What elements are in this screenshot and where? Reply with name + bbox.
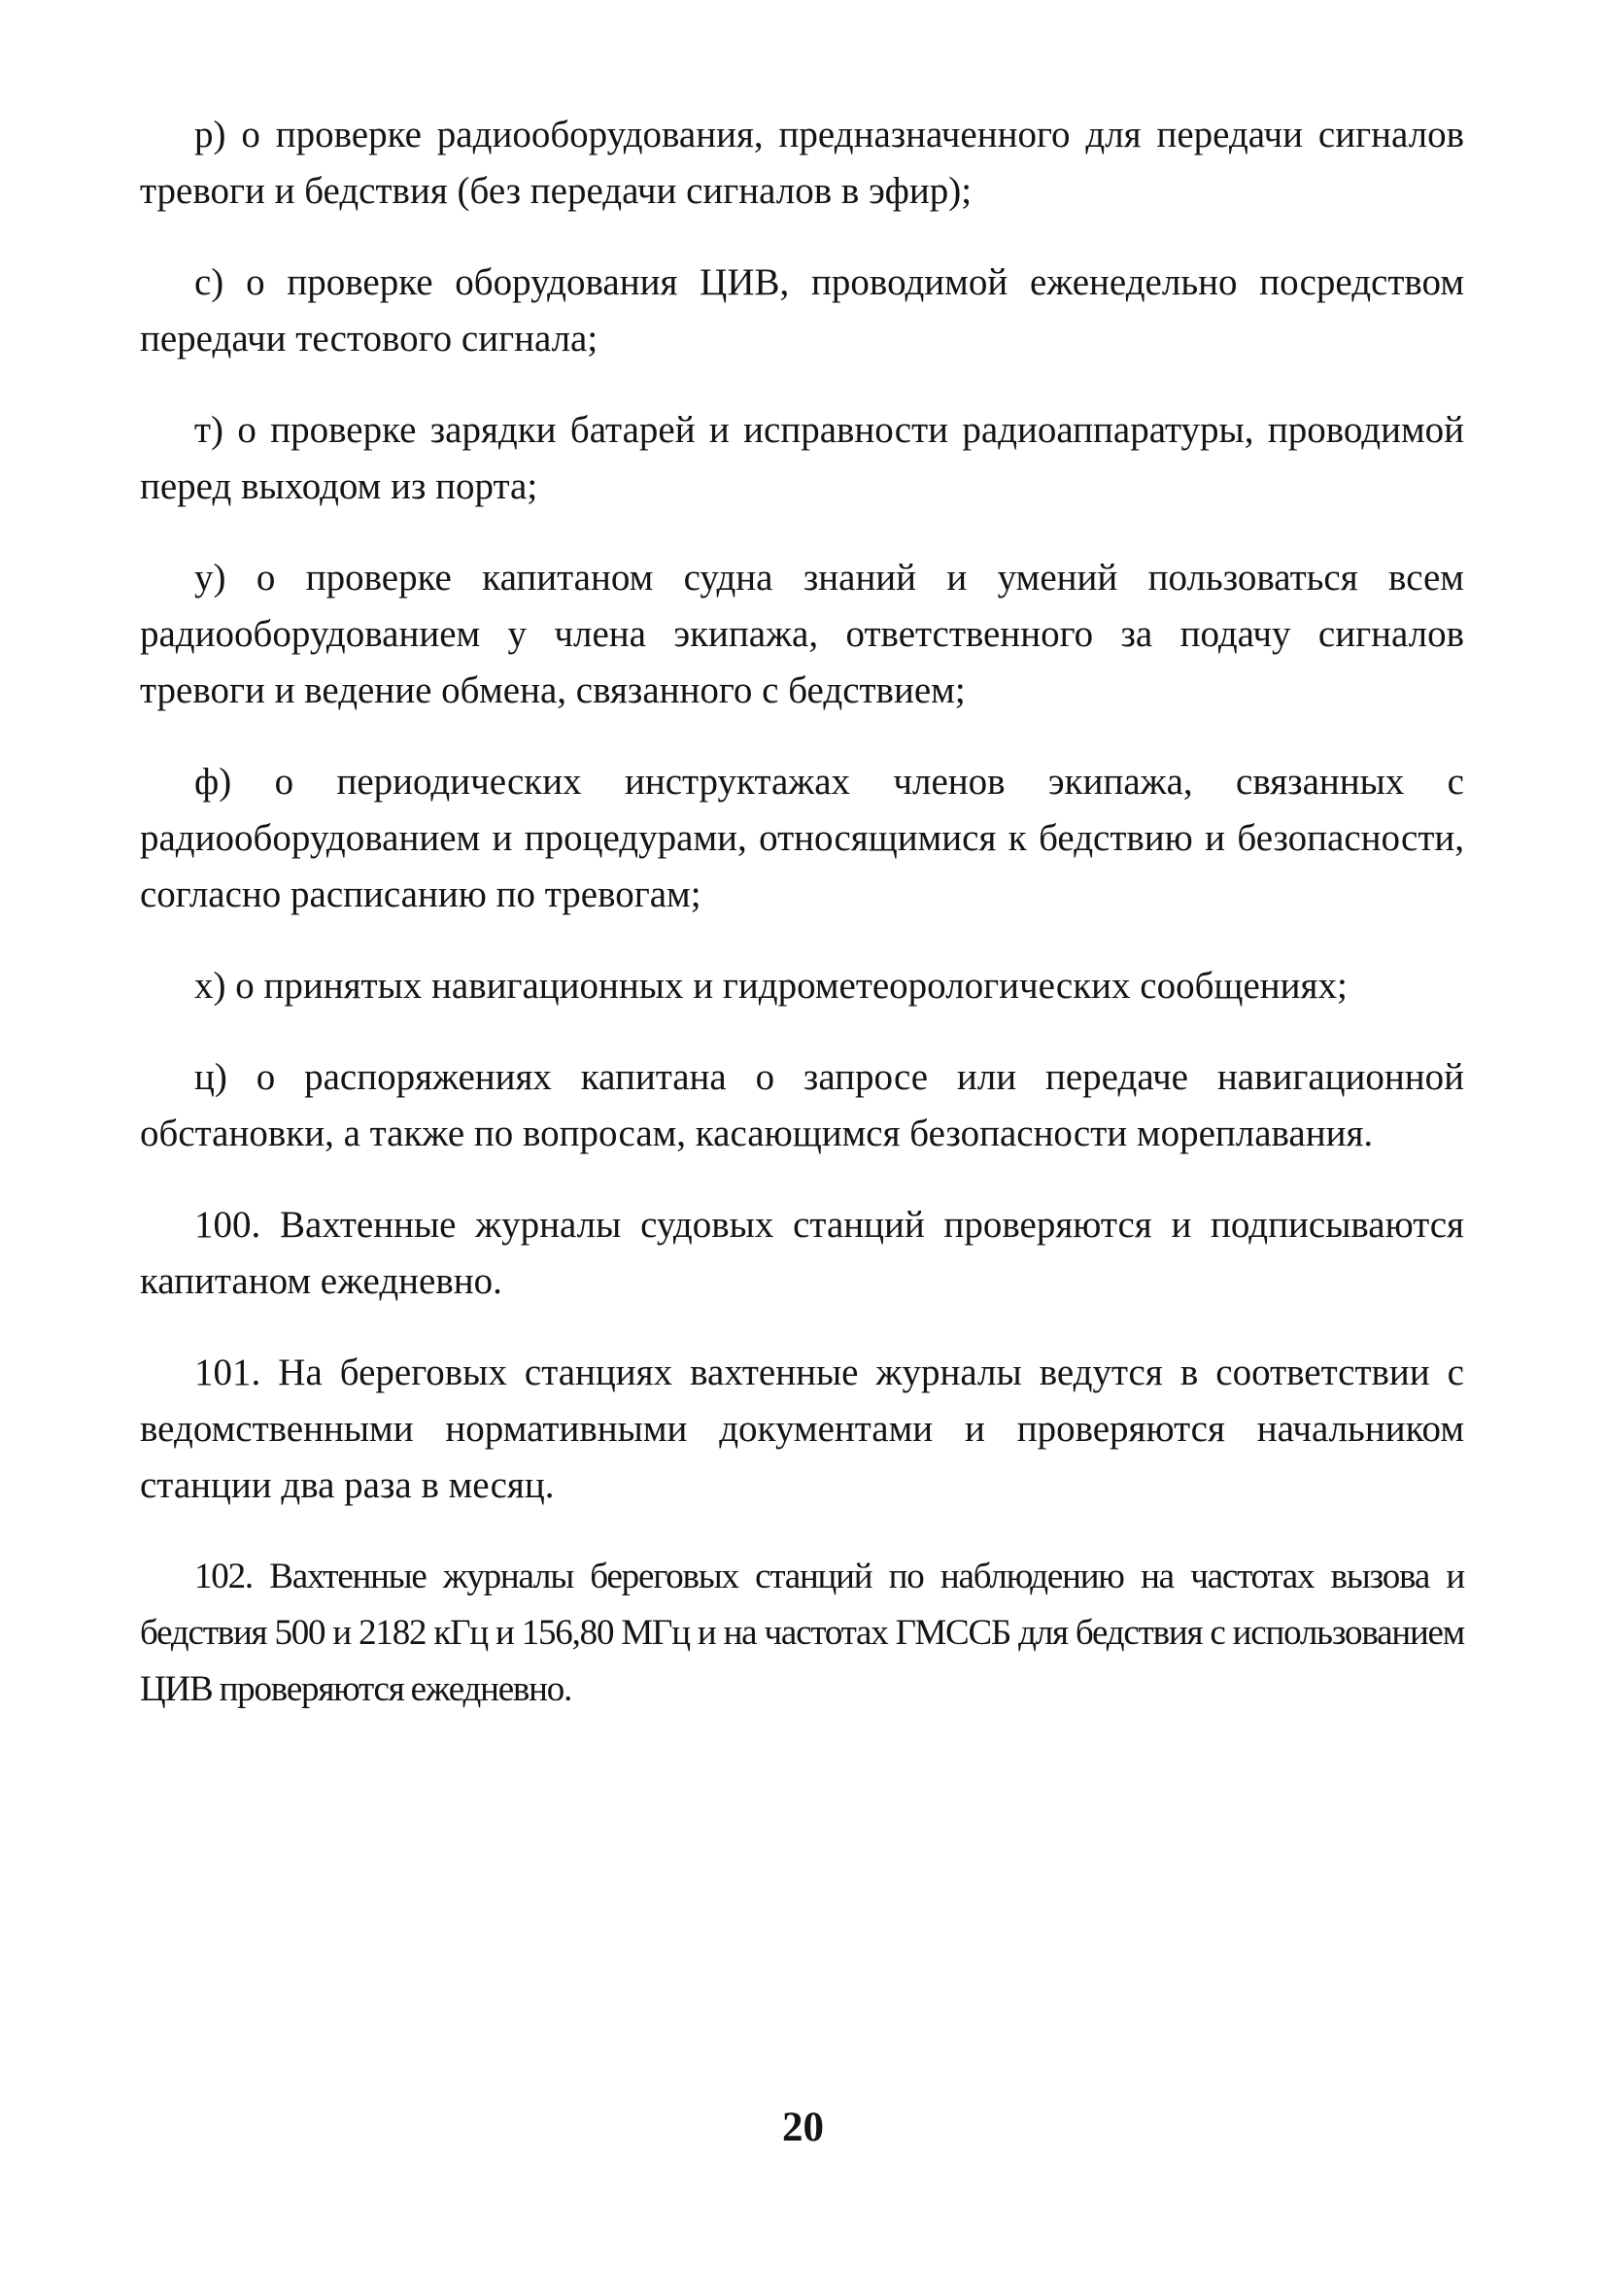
paragraph-100: 100. Вахтенные журналы судовых станций проверяются и подписываются капитаном ежедневно. xyxy=(140,1204,1464,1302)
paragraph-102: 102. Вахтенные журналы береговых станций по наблюдению на частотах вызова и бедствия 500 и 2182 кГц и 156,80 МГц и на частотах ГМССБ для бедствия с использованием ЦИВ проверяются ежедневно. xyxy=(140,1557,1464,1709)
paragraph-kh: х) о принятых навигационных и гидрометеорологических сообщениях; xyxy=(194,965,1348,1007)
page-body xyxy=(140,107,1464,1753)
paragraph-ts: ц) о распоряжениях капитана о запросе или передаче навигационной обстановки, а также по вопросам, касающимся безопасности мореплавания. xyxy=(140,1056,1464,1154)
paragraph-f: ф) о периодических инструктажах членов экипажа, связанных с радиооборудованием и процедурами, относящимися к бедствию и безопасности, согласно расписанию по тревогам; xyxy=(140,761,1464,915)
paragraph-t: т) о проверке зарядки батарей и исправности радиоаппаратуры, проводимой перед выходом из порта; xyxy=(140,409,1464,507)
paragraph-u: у) о проверке капитаном судна знаний и умений пользоваться всем радиооборудованием у члена экипажа, ответственного за подачу сигналов тревоги и ведение обмена, связанного с бедствием; xyxy=(140,557,1464,711)
paragraph-101: 101. На береговых станциях вахтенные журналы ведутся в соответствии с ведомственными нормативными документами и проверяются начальником станции два раза в месяц. xyxy=(140,1352,1464,1506)
paragraph-s: с) о проверке оборудования ЦИВ, проводимой еженедельно посредством передачи тестового сигнала; xyxy=(140,261,1464,360)
page-number: 20 xyxy=(782,2105,824,2150)
paragraph-r: р) о проверке радиооборудования, предназначенного для передачи сигналов тревоги и бедствия (без передачи сигналов в эфир); xyxy=(140,114,1464,212)
